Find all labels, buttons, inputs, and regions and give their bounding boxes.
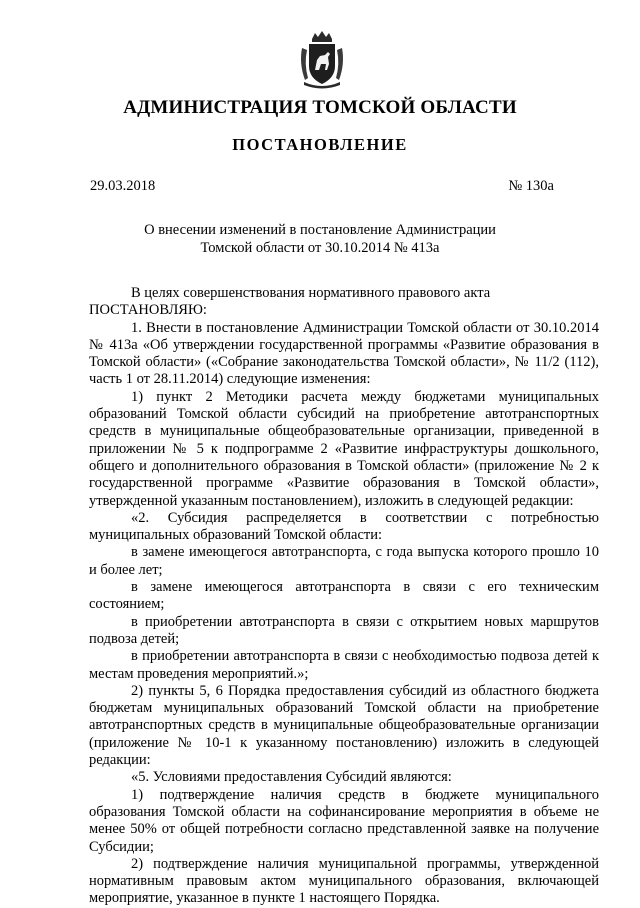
authority-title: АДМИНИСТРАЦИЯ ТОМСКОЙ ОБЛАСТИ [123, 97, 517, 118]
paragraph: В целях совершенствования нормативного правового акта [131, 285, 491, 301]
paragraph: в приобретении автотранспорта в связи с необходимостью подвоза детей к местам проведения мероприятий.»; [89, 648, 599, 682]
paragraph: «5. Условиями предоставления Субсидий являются: [131, 769, 452, 786]
paragraph-resolve: ПОСТАНОВЛЯЮ: [89, 302, 207, 319]
coat-of-arms-icon [298, 30, 346, 92]
paragraph: 1. Внести в постановление Администрации Томской области от 30.10.2014 № 413а «Об утверждении государственной программы «Развитие образования в Томской области» («Собрание законодательства Томской области», № 11/2 (112), часть 1 от 28.11.2014) следующие изменения: [89, 319, 599, 388]
paragraph: «2. Субсидия распределяется в соответствии с потребностью муниципальных образований Томской области: [89, 509, 599, 544]
document-type: ПОСТАНОВЛЕНИЕ [232, 135, 408, 154]
subject-line-2: Томской области от 30.10.2014 № 413а [200, 240, 440, 256]
document-body [89, 285, 599, 908]
paragraph: в приобретении автотранспорта в связи с открытием новых маршрутов подвоза детей; [89, 613, 599, 647]
paragraph: 2) пункты 5, 6 Порядка предоставления субсидий из областного бюджета бюджетам муниципальных образований Томской области на приобретение автотранспортных средств в муниципальные общеобразовательные организации (приложение № 10-1 к указанному постановлению) изложить в следующей редакции: [89, 682, 599, 769]
paragraph: в замене имеющегося автотранспорта, с года выпуска которого прошло 10 и более лет; [89, 544, 599, 578]
document-number: № 130а [508, 178, 554, 194]
paragraph: 1) пункт 2 Методики расчета между бюджетами муниципальных образований Томской области субсидий на приобретение автотранспортных средств в муниципальные общеобразовательные организации, приведенной в приложении № 5 к подпрограмме 2 «Развитие инфраструктуры дошкольного, общего и дополнительного образования в Томской области» (приложение № 2 к государственной программе «Развитие образования в Томской области», утвержденной указанным постановлением), изложить в следующей редакции: [89, 388, 599, 509]
document-subject [0, 221, 640, 257]
document-date: 29.03.2018 [90, 178, 156, 194]
subject-line-1: О внесении изменений в постановление Администрации [144, 222, 496, 238]
paragraph: 1) подтверждение наличия средств в бюджете муниципального образования Томской области на софинансирование мероприятия в объеме не менее 50% от общей потребности согласно представленной заявке на получение Субсидии; [89, 786, 599, 855]
paragraph: в замене имеющегося автотранспорта в связи с его техническим состоянием; [89, 579, 599, 613]
paragraph: 2) подтверждение наличия муниципальной программы, утвержденной нормативным правовым актом муниципального образования, включающей мероприятие, указанное в пункте 1 настоящего Порядка. [89, 855, 599, 907]
